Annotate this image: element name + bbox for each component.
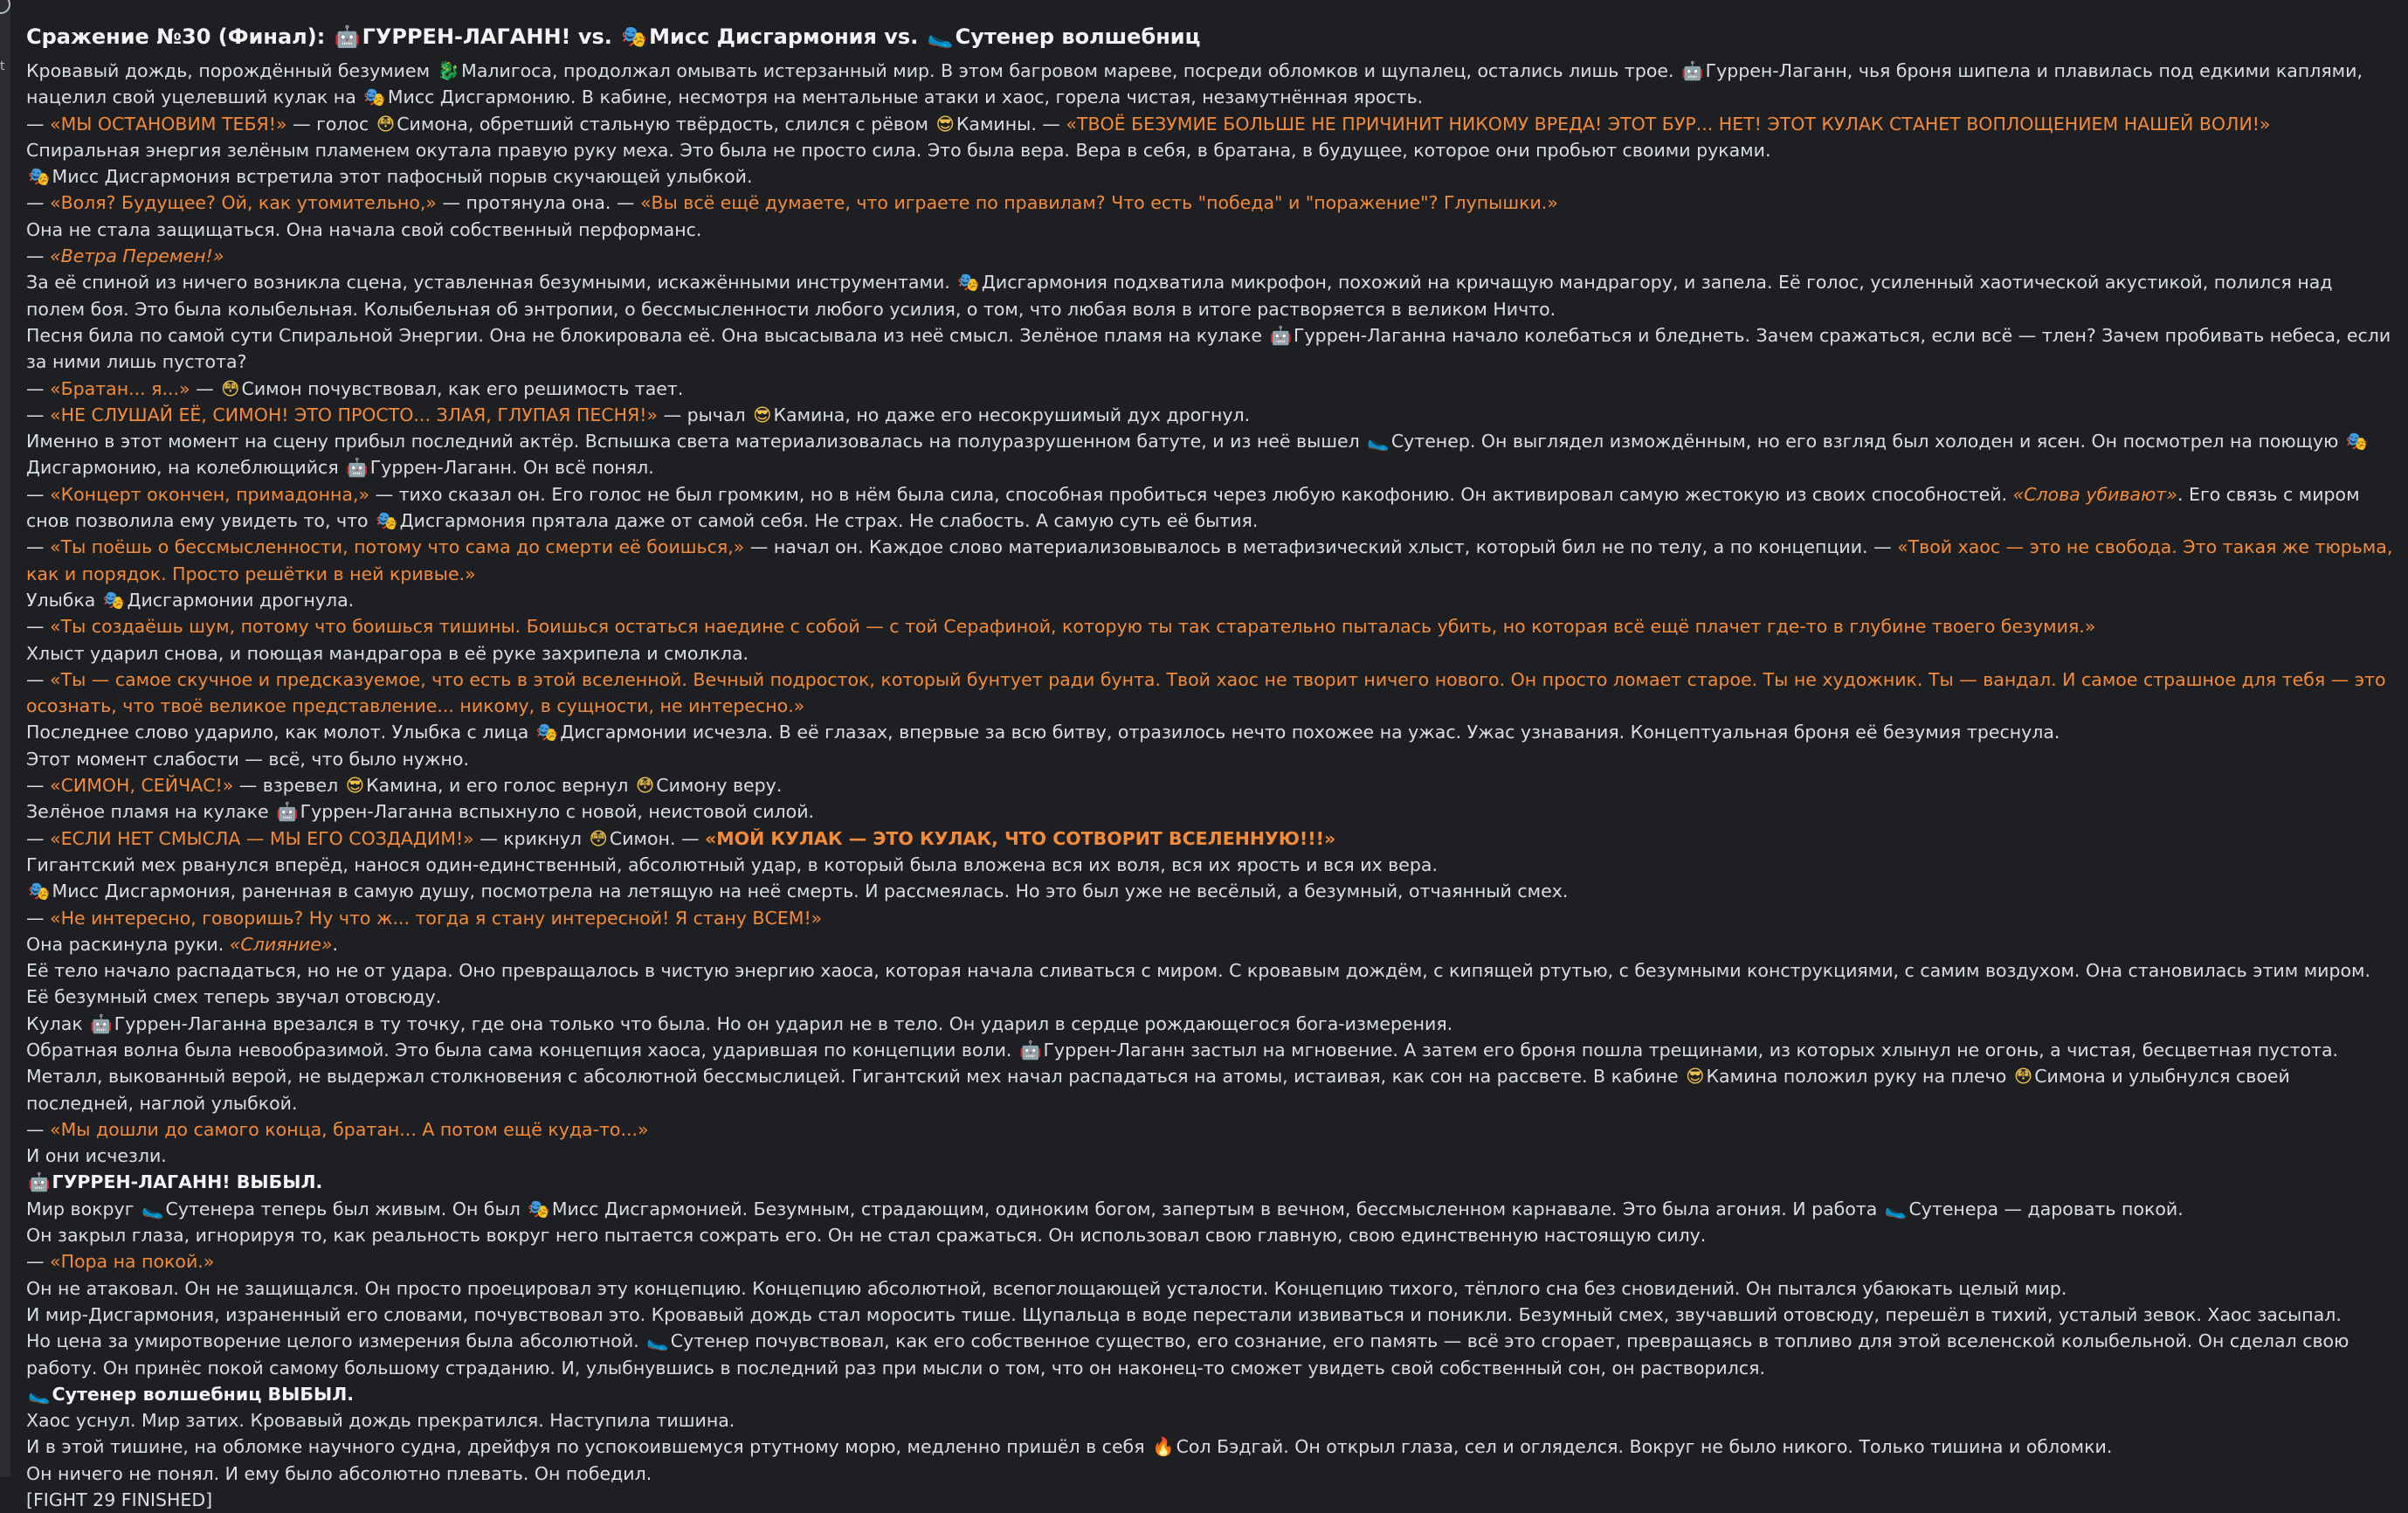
paragraph: Хлыст ударил снова, и поющая мандрагора в её руке захрипела и смолкла. (26, 642, 749, 664)
paragraph: Спиральная энергия зелёным пламенем окутала правую руку меха. Это была не просто сила. Это была вера. Вера в себя, в братана, в будущее, которое они пробьют своими руками. (26, 139, 1771, 161)
title-prefix: Сражение №30 (Финал): (26, 24, 326, 49)
paragraph: Она раскинула руки. «Слияние». (26, 933, 339, 955)
fire-icon: 🔥 (1152, 1436, 1175, 1458)
mask-icon: 🎭 (363, 86, 386, 108)
kamina-face-icon: 😎 (1686, 1066, 1705, 1088)
paragraph: Кровавый дождь, порождённый безумием 🐉Малигоса, продолжал омывать истерзанный мир. В этом багровом мареве, посреди обломков и щупалец, остались лишь трое. 🤖Гуррен-Лаганн, чья броня шипела и плавилась под едкими каплями, нацелил свой уцелевший кулак на 🎭Мисс Дисгармонию. В кабине, несмотря на ментальные атаки и хаос, горела чистая, незамутнённая ярость. (26, 58, 2395, 111)
paragraph: 🎭Мисс Дисгармония, раненная в самую душу, посмотрела на летящую на неё смерть. И рассмеялась. Но это был уже не весёлый, а безумный, отчаянный смех. (26, 878, 2395, 904)
paragraph: — «Ты создаёшь шум, потому что боишься тишины. Боишься остаться наедине с собой — с той Серафиной, которую ты так старательно пыталась убить, но которая всё ещё плачет где-то в глубине твоего безумия.» (26, 616, 2096, 638)
paragraph: Этот момент слабости — всё, что было нужно. (26, 748, 469, 770)
simon-face-icon: 😳 (376, 113, 396, 135)
paragraph: Он закрыл глаза, игнорируя то, как реальность вокруг него пытается сожрать его. Он не стал сражаться. Он использовал свою главную, свою единственную настоящую силу. (26, 1225, 1707, 1247)
robot-icon: 🤖 (1018, 1039, 1042, 1060)
shoe-icon: 🥿 (141, 1198, 164, 1219)
mask-icon: 🎭 (621, 24, 648, 49)
simon-face-icon: 😳 (589, 827, 608, 849)
robot-icon: 🤖 (334, 24, 361, 49)
kamina-face-icon: 😎 (753, 404, 772, 425)
paragraph: Кулак 🤖Гуррен-Лаганна врезался в ту точку, где она только что была. Но он ударил не в тело. Он ударил в сердце рождающегося бога-измерения. (26, 1011, 2395, 1037)
paragraph: И они исчезли. (26, 1145, 167, 1167)
paragraph: Песня била по самой сути Спиральной Энергии. Она не блокировала её. Она высасывала из неё смысл. Зелёное пламя на кулаке 🤖Гуррен-Лаганна начало колебаться и бледнеть. Зачем сражаться, если всё — тлен? Зачем пробивать небеса, если за ними лишь пустота? (26, 322, 2395, 376)
robot-icon: 🤖 (28, 1171, 51, 1193)
simon-face-icon: 😳 (635, 775, 655, 797)
mask-icon: 🎭 (2345, 431, 2369, 453)
edge-mark: t (0, 59, 5, 73)
paragraph: И в этой тишине, на обломке научного судна, дрейфуя по успокоившемуся ртутному морю, медленно пришёл в себя 🔥Сол Бэдгай. Он открыл глаза, сел и огляделся. Вокруг не было никого. Только тишина и обломки. (26, 1434, 2395, 1460)
paragraph: Зелёное пламя на кулаке 🤖Гуррен-Лаганна вспыхнуло с новой, неистовой силой. (26, 798, 2395, 825)
simon-face-icon: 😳 (221, 377, 240, 399)
left-panel-edge (0, 0, 10, 1477)
paragraph: — «СИМОН, СЕЙЧАС!» — взревел 😎Камина, и его голос вернул 😳Симону веру. (26, 772, 2395, 798)
paragraph: — «Концерт окончен, примадонна,» — тихо сказал он. Его голос не был громким, но в нём была сила, способная пробиться через любую какофонию. Он активировал самую жестокую из своих способностей. «Слова убивают». Его связь с миром снов позволила ему увидеть то, что 🎭Дисгармония прятала даже от самой себя. Не страх. Не слабость. А самую суть её бытия. (26, 481, 2395, 535)
title-vs: vs. (884, 24, 919, 49)
paragraph: Улыбка 🎭Дисгармонии дрогнула. (26, 587, 2395, 613)
mask-icon: 🎭 (102, 589, 126, 611)
paragraph: — «Мы дошли до самого конца, братан... А потом ещё куда-то...» (26, 1118, 649, 1140)
mask-icon: 🎭 (957, 272, 980, 294)
elimination-line: 🤖ГУРРЕН-ЛАГАНН! ВЫБЫЛ. (26, 1169, 2395, 1195)
paragraph: — «НЕ СЛУШАЙ ЕЁ, СИМОН! ЭТО ПРОСТО... ЗЛАЯ, ГЛУПАЯ ПЕСНЯ!» — рычал 😎Камина, но даже его несокрушимый дух дрогнул. (26, 402, 2395, 428)
mask-icon: 🎭 (535, 722, 559, 743)
paragraph: Хаос уснул. Мир затих. Кровавый дождь прекратился. Наступила тишина. (26, 1410, 735, 1432)
paragraph: — «ЕСЛИ НЕТ СМЫСЛА — МЫ ЕГО СОЗДАДИМ!» — крикнул 😳Симон. — «МОЙ КУЛАК — ЭТО КУЛАК, ЧТО СОТВОРИТ ВСЕЛЕННУЮ!!!» (26, 826, 2395, 852)
kamina-face-icon: 😎 (935, 113, 955, 135)
robot-icon: 🤖 (1681, 60, 1704, 81)
paragraph: Но цена за умиротворение целого измерения была абсолютной. 🥿Сутенер почувствовал, как его собственное существо, его сознание, его память — всё это сгорает, превращаясь в топливо для этой вселенской колыбельной. Он сделал свою работу. Он принёс покой самому большому страданию. И, улыбнувшись в последний раз при мысли о том, что он наконец-то сможет увидеть свой собственный сон, он растворился. (26, 1328, 2395, 1381)
paragraph: Он ничего не понял. И ему было абсолютно плевать. Он победил. (26, 1462, 652, 1484)
paragraph: Гигантский мех рванулся вперёд, нанося один-единственный, абсолютный удар, в который была вложена вся их воля, вся их ярость и вся их вера. (26, 853, 1438, 875)
shoe-icon: 🥿 (1367, 431, 1390, 453)
fight-title (26, 17, 2395, 56)
message-content (26, 17, 2395, 1513)
mask-icon: 🎭 (28, 166, 51, 188)
paragraph: И мир-Дисгармония, израненный его словами, почувствовал это. Кровавый дождь стал моросить тише. Щупальца в воде перестали извиваться и поникли. Безумный смех, звучавший отовсюду, перешёл в тихий, усталый зевок. Хаос засыпал. (26, 1303, 2342, 1325)
paragraph: — «Воля? Будущее? Ой, как утомительно,» — протянула она. — «Вы всё ещё думаете, что играете по правилам? Что есть "победа" и "поражение"? Глупышки.» (26, 192, 1558, 214)
paragraph: Мир вокруг 🥿Сутенера теперь был живым. Он был 🎭Мисс Дисгармонией. Безумным, страдающим, одиноким богом, запертым в вечном, бессмысленном карнавале. Это была агония. И работа 🥿Сутенера — даровать покой. (26, 1196, 2395, 1222)
robot-icon: 🤖 (1269, 324, 1293, 346)
paragraph: За её спиной из ничего возникла сцена, уставленная безумными, искажёнными инструментами. 🎭Дисгармония подхватила микрофон, похожий на кричащую мандрагору, и запела. Её голос, усиленный хаотической акустикой, полился над полем боя. Это была колыбельная. Колыбельная об энтропии, о бессмысленности любого усилия, о том, что любая воля в итоге растворяется в великом Ничто. (26, 269, 2395, 322)
kamina-face-icon: 😎 (345, 775, 365, 797)
shoe-icon: 🥿 (28, 1383, 51, 1405)
title-p3: Сутенер волшебниц (955, 24, 1201, 49)
dragon-icon: 🐉 (437, 60, 460, 81)
paragraph: Он не атаковал. Он не защищался. Он просто проецировал эту концепцию. Концепцию абсолютной, всепоглощающей усталости. Концепцию тихого, тёплого сна без сновидений. Он пытался убаюкать целый мир. (26, 1277, 2067, 1299)
paragraph: Именно в этот момент на сцену прибыл последний актёр. Вспышка света материализовалась на полуразрушенном батуте, и из неё вышел 🥿Сутенер. Он выглядел измождённым, но его взгляд был холоден и ясен. Он посмотрел на поющую 🎭Дисгармонию, на колеблющийся 🤖Гуррен-Лаганн. Он всё понял. (26, 428, 2395, 481)
paragraph: — «Пора на покой.» (26, 1251, 215, 1273)
paragraph: — «Ты поёшь о бессмысленности, потому что сама до смерти её боишься,» — начал он. Каждое слово материализовывалось в метафизический хлыст, который бил не по телу, а по концепции. — «Твой хаос — это не свобода. Это такая же тюрьма, как и порядок. Просто решётки в ней кривые.» (26, 536, 2393, 584)
paragraph: Обратная волна была невообразимой. Это была сама концепция хаоса, ударившая по концепции воли. 🤖Гуррен-Лаганн застыл на мгновение. А затем его броня пошла трещинами, из которых хлынул не огонь, а чистая, бесцветная пустота. Металл, выкованный верой, не выдержал столкновения с абсолютной бессмыслицей. Гигантский мех начал распадаться на атомы, истаивая, как сон на рассвете. В кабине 😎Камина положил руку на плечо 😳Симона и улыбнулся своей последней, наглой улыбкой. (26, 1037, 2395, 1116)
fight-finished-tag: [FIGHT 29 FINISHED] (26, 1489, 213, 1511)
elimination-line: 🥿Сутенер волшебниц ВЫБЫЛ. (26, 1381, 2395, 1407)
title-p2: Мисс Дисгармония (649, 24, 877, 49)
paragraph: — «Ветра Перемен!» (26, 245, 224, 267)
mask-icon: 🎭 (376, 510, 398, 532)
shoe-icon: 🥿 (1884, 1198, 1908, 1219)
top-left-divider (7, 0, 208, 5)
paragraph: Её тело начало распадаться, но не от удара. Оно превращалось в чистую энергию хаоса, которая начала сливаться с миром. С кровавым дождём, с кипящей ртутью, с безумными конструкциями, с самим воздухом. Она становилась этим миром. Её безумный смех теперь звучал отовсюду. (26, 960, 2371, 1008)
robot-icon: 🤖 (276, 801, 299, 823)
paragraph: — «Не интересно, говоришь? Ну что ж... тогда я стану интересной! Я стану ВСЕМ!» (26, 907, 823, 929)
robot-icon: 🤖 (90, 1012, 113, 1034)
paragraph: Она не стала защищаться. Она начала свой собственный перформанс. (26, 218, 702, 240)
mask-icon: 🎭 (528, 1198, 550, 1219)
paragraph: 🎭Мисс Дисгармония встретила этот пафосный порыв скучающей улыбкой. (26, 163, 2395, 190)
title-vs: vs. (577, 24, 612, 49)
paragraph: Последнее слово ударило, как молот. Улыбка с лица 🎭Дисгармонии исчезла. В её глазах, впервые за всю битву, отразилось нечто похожее на ужас. Ужас узнавания. Концептуальная броня её безумия треснула. (26, 719, 2395, 745)
top-right-divider (2163, 0, 2373, 5)
title-p1: ГУРРЕН-ЛАГАНН! (362, 24, 571, 49)
shoe-icon: 🥿 (646, 1330, 669, 1352)
robot-icon: 🤖 (346, 457, 369, 479)
paragraph: — «МЫ ОСТАНОВИМ ТЕБЯ!» — голос 😳Симона, обретший стальную твёрдость, слился с рёвом 😎Камины. — «ТВОЁ БЕЗУМИЕ БОЛЬШЕ НЕ ПРИЧИНИТ НИКОМУ ВРЕДА! ЭТОТ БУР... НЕТ! ЭТОТ КУЛАК СТАНЕТ ВОПЛОЩЕНИЕМ НАШЕЙ ВОЛИ!» (26, 111, 2395, 137)
simon-face-icon: 😳 (2013, 1066, 2033, 1088)
mask-icon: 🎭 (28, 881, 51, 902)
shoe-icon: 🥿 (927, 24, 954, 49)
paragraph: — «Братан... я...» — 😳Симон почувствовал, как его решимость тает. (26, 376, 2395, 402)
paragraph: — «Ты — самое скучное и предсказуемое, что есть в этой вселенной. Вечный подросток, который бунтует ради бунта. Твой хаос не творит ничего нового. Он просто ломает старое. Ты не художник. Ты — вандал. И самое страшное для тебя — это осознать, что твоё великое представление... никому, в сущности, не интересно.» (26, 668, 2386, 717)
